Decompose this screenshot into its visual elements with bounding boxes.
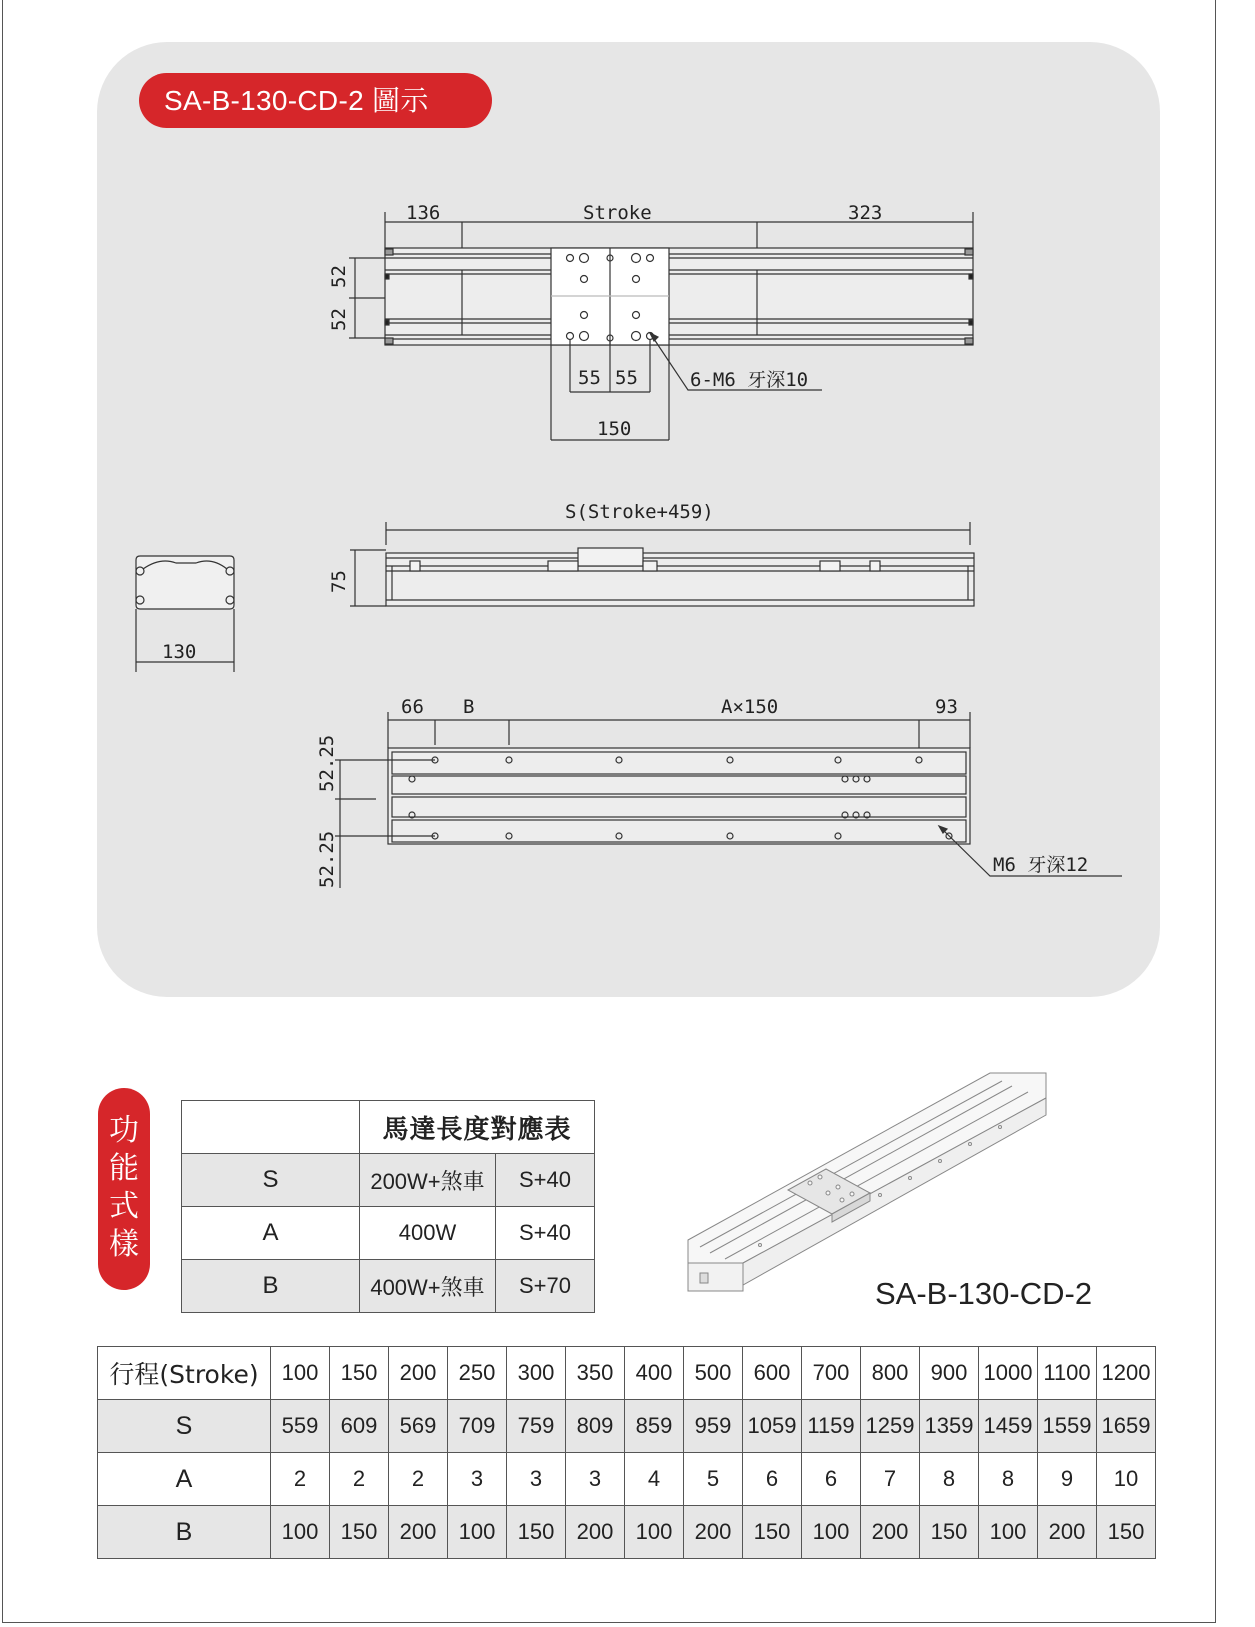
dim-150: 150 (597, 418, 632, 440)
table-row: B 100 150 200 100 150 200 100 200 150 100 200 150 100 200 150 (98, 1506, 1156, 1559)
dim-66: 66 (401, 696, 424, 718)
motor-length-table (181, 1100, 595, 1313)
side-view (350, 522, 974, 606)
dim-136: 136 (406, 202, 441, 224)
motor-table-header: 馬達長度對應表 (360, 1101, 595, 1154)
function-spec-label: 功 能 式 樣 (98, 1088, 150, 1290)
callout-m6: M6 牙深12 (993, 854, 1089, 876)
table-row: S 200W+煞車 S+40 (182, 1154, 595, 1207)
table-row: 行程(Stroke) 100 150 200 250 300 350 400 500 600 700 800 900 1000 1100 1200 (98, 1347, 1156, 1400)
stroke-header-label: 行程(Stroke) (98, 1347, 271, 1400)
table-row: A 400W S+40 (182, 1207, 595, 1260)
dim-52-25-lower: 52.25 (316, 830, 338, 888)
top-view (349, 212, 973, 440)
table-row: S 559 609 569 709 759 809 859 959 1059 1159 1259 1359 1459 1559 1659 (98, 1400, 1156, 1453)
dim-75: 75 (328, 570, 350, 593)
dim-93: 93 (935, 696, 958, 718)
dim-323: 323 (848, 202, 883, 224)
dim-130: 130 (162, 641, 197, 663)
drawing-title: SA-B-130-CD-2 圖示 (139, 73, 492, 128)
model-caption: SA-B-130-CD-2 (875, 1276, 1093, 1311)
dim-55-right: 55 (615, 367, 638, 389)
dim-55-left: 55 (578, 367, 601, 389)
dim-52-lower: 52 (328, 308, 350, 331)
dim-stroke: Stroke (583, 202, 652, 224)
table-row: B 400W+煞車 S+70 (182, 1260, 595, 1313)
dim-a150: A×150 (721, 696, 779, 718)
dim-52-25-upper: 52.25 (316, 734, 338, 792)
stroke-table (97, 1346, 1156, 1559)
dim-b: B (463, 696, 475, 718)
dim-length: S(Stroke+459) (565, 501, 714, 523)
dim-52-upper: 52 (328, 265, 350, 288)
callout-6m6: 6-M6 牙深10 (690, 369, 809, 391)
table-row: A 2 2 2 3 3 3 4 5 6 6 7 8 8 9 10 (98, 1453, 1156, 1506)
